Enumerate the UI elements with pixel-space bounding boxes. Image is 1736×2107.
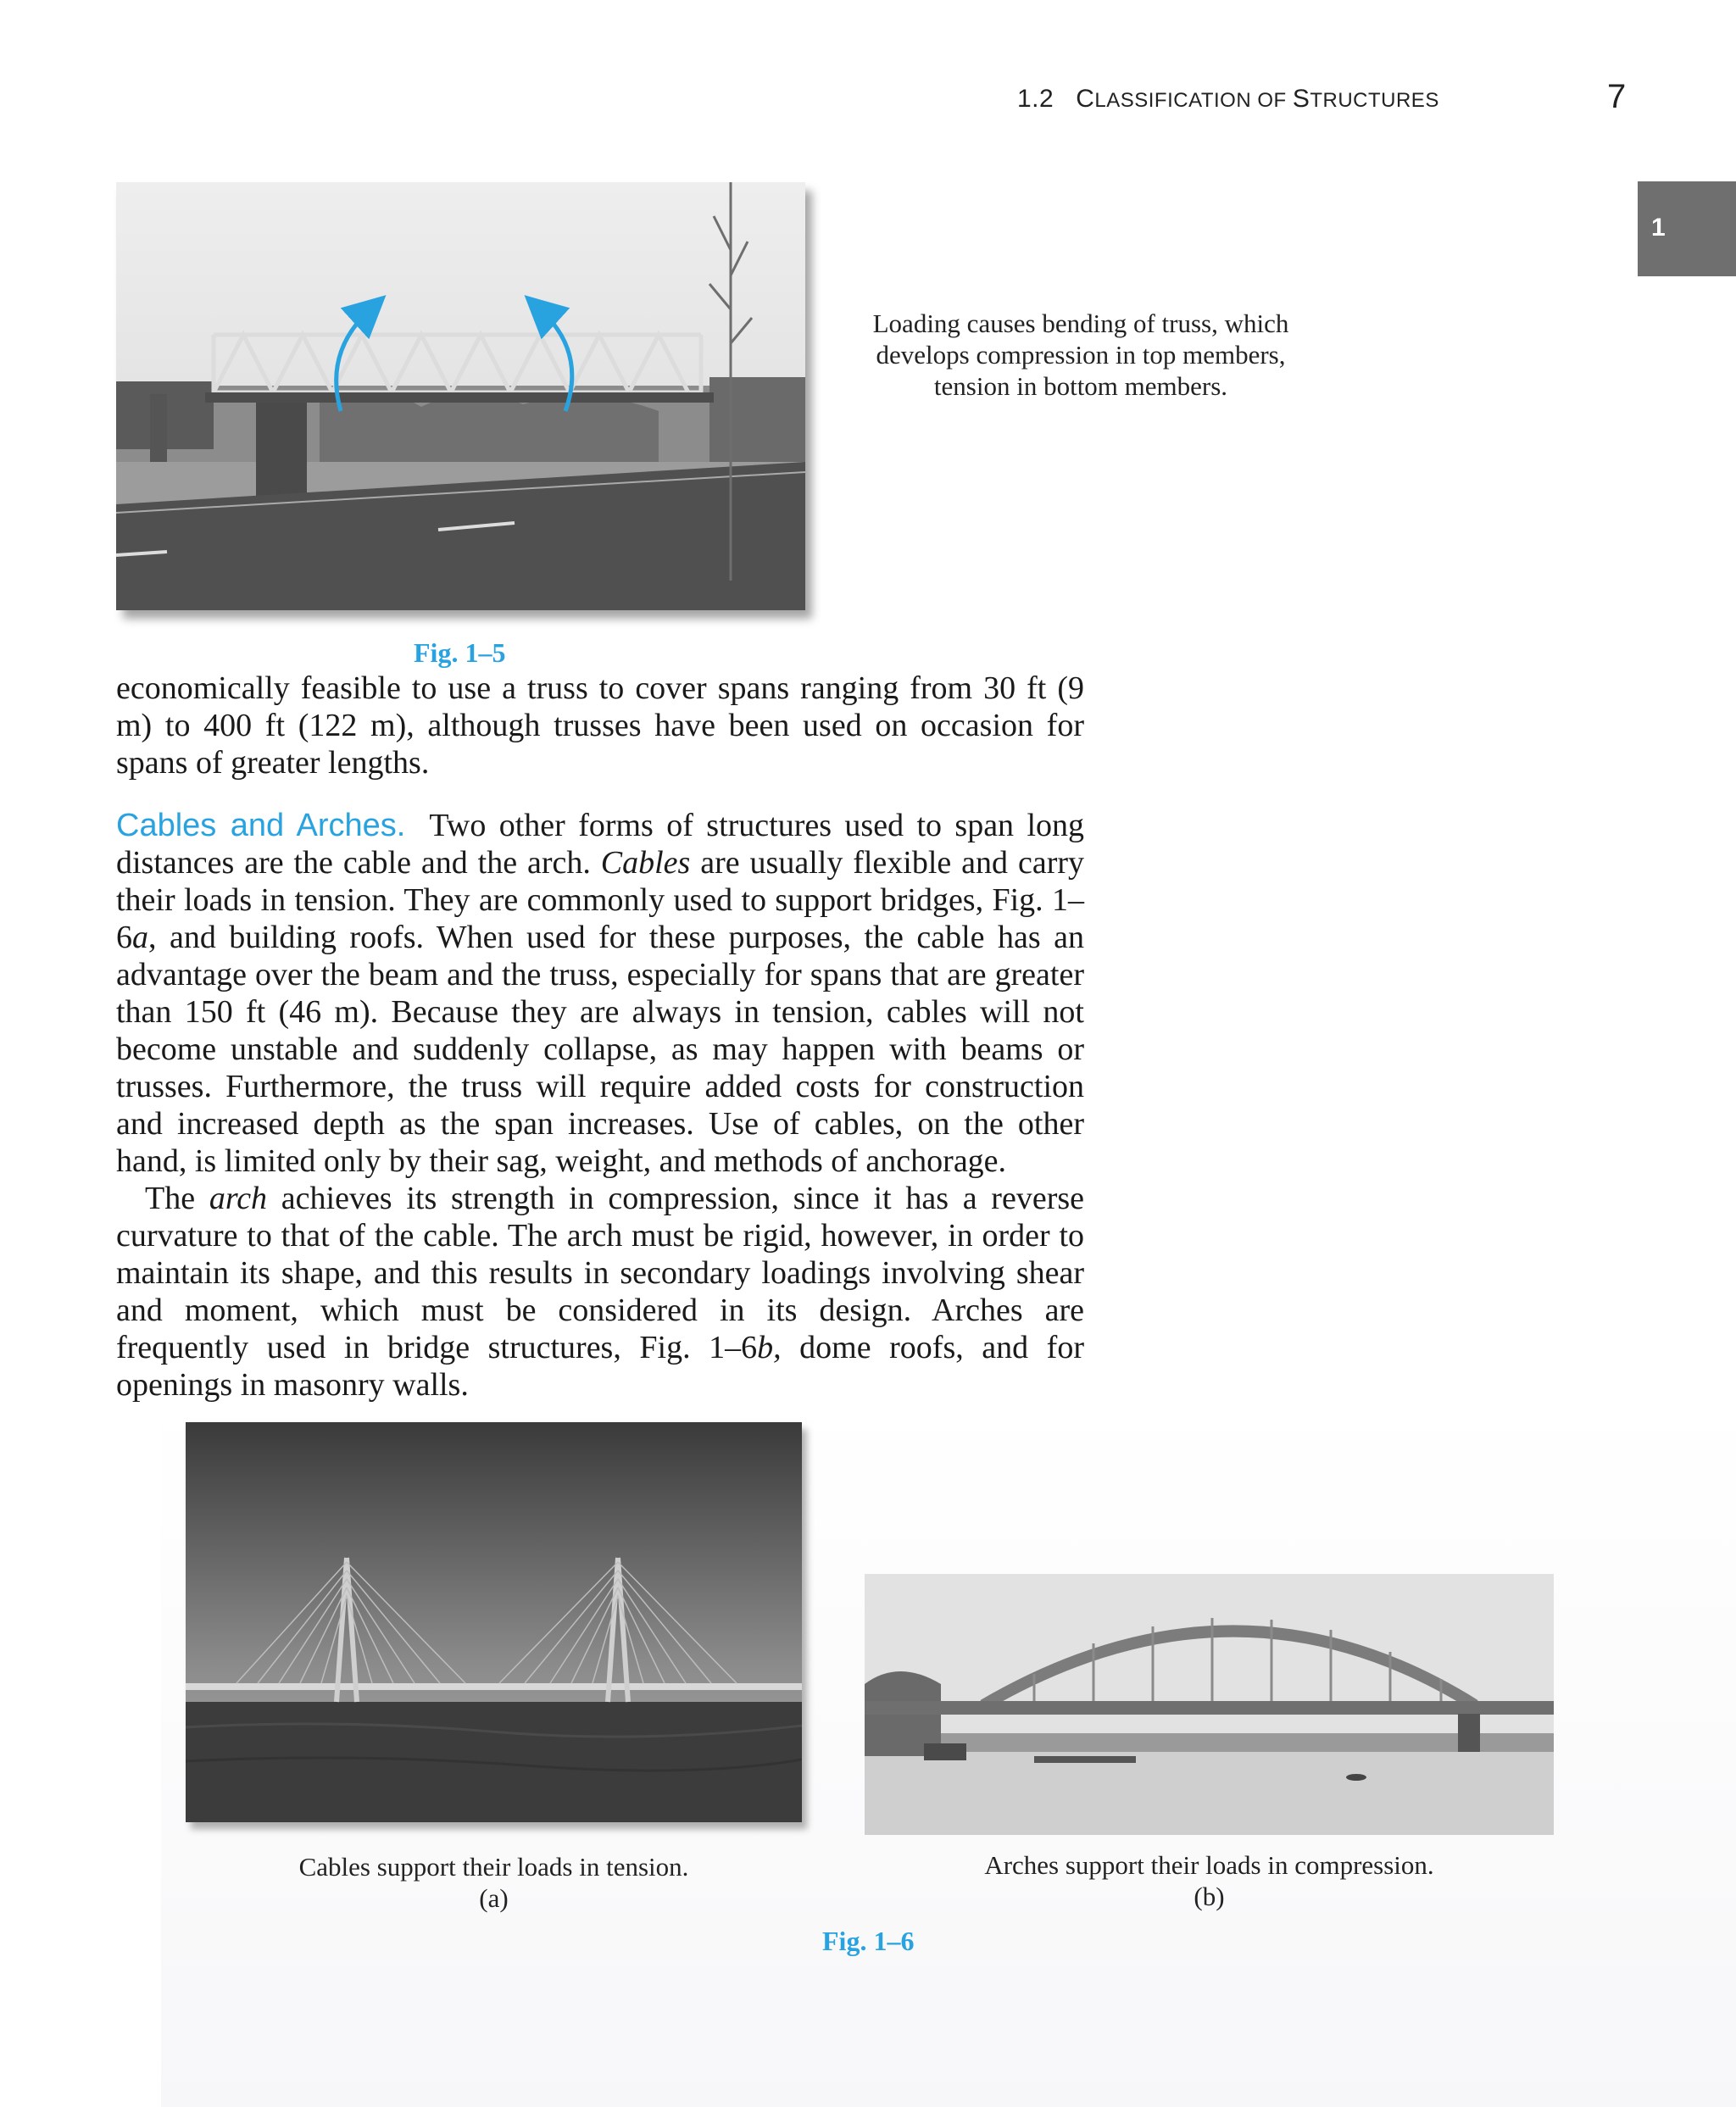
arch-fig-ref: b, (757, 1330, 782, 1365)
page-number: 7 (1607, 78, 1627, 115)
cables-text-1: Two other forms of structures used to span long distances are the cable and the arch. (116, 808, 1085, 881)
figure-1-6a-sublabel: (a) (479, 1883, 509, 1913)
paragraph-1-text: economically feasible to use a truss to cover spans ranging from 30 ft (9 m) to 400 ft (122 m), although trusses have been used on occasion for spans of greater lengths. (116, 670, 1084, 781)
figure-1-6b-caption (865, 1849, 1554, 1912)
cables-emphasis: Cables (600, 845, 691, 881)
figure-1-6a-caption (186, 1851, 802, 1914)
arch-text-1: The (145, 1181, 209, 1216)
cables-fig-ref: a (132, 920, 148, 955)
figure-1-5-label: Fig. 1–5 (414, 637, 506, 668)
running-head (1017, 85, 1526, 114)
arch-text-2: achieves its strength in compression, since it has a reverse curvature to that of the cable. The arch must be rigid, however, in order to maintain its shape, and this results in secondary loadings involving shear and moment, which must be considered in its design. Arches are frequently used in bridge structures, Fig. 1–6 (116, 1181, 1085, 1365)
figure-1-6a-caption-text: Cables support their loads in tension. (298, 1852, 689, 1882)
section-title-part-2: TRUCTURES (1310, 89, 1439, 112)
arch-text-3: dome roofs, and for openings in masonry walls. (116, 1330, 1084, 1403)
section-title-cap-1: C (1076, 85, 1095, 113)
truss-bridge-photo (116, 182, 805, 610)
section-title-part-1: LASSIFICATION OF (1094, 89, 1293, 112)
arch-bridge-photo (865, 1574, 1554, 1835)
figure-1-5-caption: Loading causes bending of truss, which develops compression in top members, tension in bottom members. (872, 309, 1289, 401)
figure-1-6b-caption-text: Arches support their loads in compression. (984, 1850, 1434, 1880)
cables-text-2: are usually flexible and carry their loads in tension. They are commonly used to support bridges, Fig. 1–6 (116, 845, 1084, 955)
section-number: 1.2 (1017, 85, 1054, 113)
arch-emphasis: arch (209, 1181, 268, 1216)
chapter-tab-number: 1 (1651, 214, 1666, 242)
figure-1-6-label: Fig. 1–6 (822, 1926, 915, 1956)
cables-text-3: , and building roofs. When used for these purposes, the cable has an advantage over the beam and the truss, especially for spans that are greater than 150 ft (46 m). Because they are always in tension, cables will not become unstable and suddenly collapse, as may happen with beams or trusses. Furthermore, the truss will require added costs for construction and increased depth as the span increases. Use of cables, on the other hand, is limited only by their sag, weight, and methods of anchorage. (116, 920, 1084, 1179)
chapter-tab (1638, 181, 1736, 276)
figure-1-6b-sublabel: (b) (1194, 1882, 1225, 1911)
section-title-cap-2: S (1292, 85, 1310, 113)
paragraph-1 (116, 670, 1084, 781)
cable-stayed-bridge-photo (186, 1422, 802, 1822)
section-heading: Cables and Arches. (116, 808, 406, 843)
paragraph-cables (116, 807, 1084, 1180)
paragraph-arch (116, 1180, 1084, 1404)
